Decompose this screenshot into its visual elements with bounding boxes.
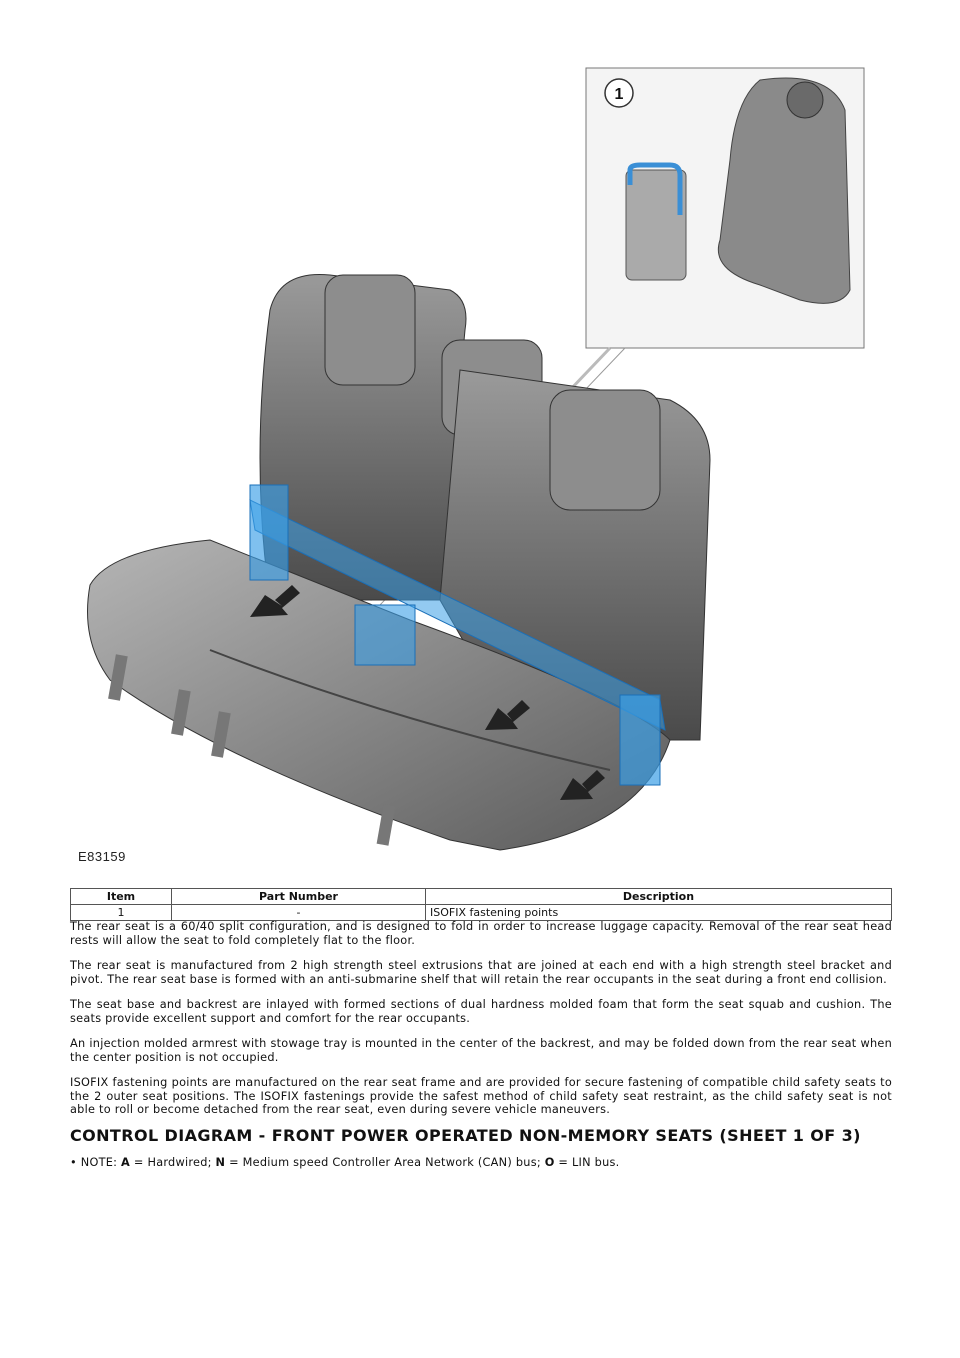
note-text-a: = Hardwired;	[130, 1156, 216, 1169]
paragraph-seat-foam: The seat base and backrest are inlayed with formed sections of dual hardness molded foam that form the seat squab and cushion. The seats provide excellent support and comfort for the rear occupants.	[70, 998, 892, 1025]
note-key-o: O	[544, 1156, 555, 1169]
table-header-row	[71, 889, 892, 905]
cell-part-number: -	[172, 905, 426, 921]
paragraph-seat-construction: The rear seat is manufactured from 2 high strength steel extrusions that are joined at each end with a high strength steel bracket and pivot. The rear seat base is formed with an anti-submarine shelf that will retain the rear occupants in the seat during a front end collision.	[70, 959, 892, 986]
section-heading: CONTROL DIAGRAM - FRONT POWER OPERATED NON-MEMORY SEATS (SHEET 1 OF 3)	[70, 1125, 861, 1145]
note-key-a: A	[121, 1156, 131, 1169]
rear-seat-drawing	[70, 40, 900, 870]
callout-number: 1	[614, 86, 624, 103]
paragraph-seat-configuration: The rear seat is a 60/40 split configuration, and is designed to fold in order to increase luggage capacity. Removal of the rear seat head rests will allow the seat to fold completely flat to the floor.	[70, 920, 892, 947]
paragraph-armrest: An injection molded armrest with stowage tray is mounted in the center of the backrest, and may be folded down from the rear seat when the center position is not occupied.	[70, 1037, 892, 1064]
column-header-part-number: Part Number	[172, 889, 426, 905]
column-header-item: Item	[71, 889, 172, 905]
cell-item: 1	[71, 905, 172, 921]
note-line	[70, 1156, 892, 1170]
seat-illustration	[70, 40, 900, 870]
note-prefix: • NOTE:	[70, 1156, 122, 1169]
column-header-description: Description	[426, 889, 892, 905]
paragraph-isofix: ISOFIX fastening points are manufactured on the rear seat frame and are provided for secure fastening of compatible child safety seats to the 2 outer seat positions. The ISOFIX fastenings provide the safest method of child safety seat restraint, as the child safety seat is not able to roll or become detached from the rear seat, even during severe vehicle maneuvers.	[70, 1076, 892, 1116]
parts-table	[70, 888, 892, 921]
note-text-n: = Medium speed Controller Area Network (CAN) bus;	[225, 1156, 545, 1169]
note-key-n: N	[215, 1156, 226, 1169]
table-row	[71, 905, 892, 921]
description-body	[70, 920, 892, 1182]
figure-code: E83159	[78, 849, 126, 864]
note-text-o: = LIN bus.	[554, 1156, 620, 1169]
cell-description: ISOFIX fastening points	[426, 905, 892, 921]
